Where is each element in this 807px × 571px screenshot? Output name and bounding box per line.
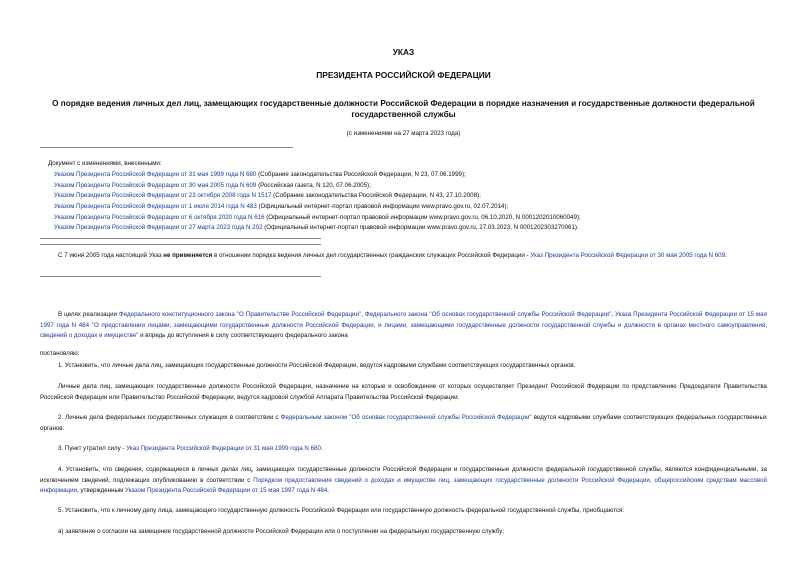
law-link[interactable]: Федеральным законом "Об основах государственной службы Российской Федерации" — [280, 414, 532, 421]
divider — [40, 147, 293, 148]
decree-link[interactable]: Указом Президента Российской Федерации от 15 мая 1997 года N 484 — [124, 487, 328, 495]
list-item — [54, 214, 581, 225]
changes-list — [54, 171, 581, 235]
paragraph-2 — [40, 413, 767, 434]
paragraph-text: ведутся кадровыми службами соответствующих федеральных государственных органов. — [40, 414, 768, 432]
note-emphasis: не применяется — [163, 252, 213, 259]
list-item — [54, 224, 581, 235]
paragraph-5: 5. Установить, что к личному делу лица, замещающего государственную должность Российской Федерации или государственную должность федеральной государственной службы, приобщаются: — [58, 507, 625, 514]
paragraph-text: 2. Личные дела федеральных государственных служащих в соответствии с — [58, 414, 281, 421]
amendment-source: (Российская газета, N 120, 07.06.2005); — [256, 181, 371, 189]
paragraph-text: , — [361, 311, 365, 318]
amendment-link[interactable]: Указом Президента Российской Федерации от 27 марта 2023 года N 202 — [54, 224, 263, 232]
law-link[interactable]: Федерального конституционного закона "О Правительстве Российской Федерации" — [119, 311, 362, 318]
amendment-source: (Официальный интернет-портал правовой информации www.pravo.gov.ru, 02.07.2014); — [256, 203, 509, 211]
preamble-paragraph — [40, 310, 767, 342]
amendment-link[interactable]: Указом Президента Российской Федерации от 23 октября 2008 года N 1517 — [54, 192, 272, 200]
procedure-link[interactable]: Порядком предоставления сведений о доходах и имуществе лиц, замещающих государственные должности Российской Федерации, общероссийским средствам массовой информации — [40, 476, 767, 495]
list-item — [54, 182, 581, 193]
list-item — [54, 171, 581, 182]
paragraph-5a: а) заявление о согласии на замещение государственной должности Российской Федерации или о поступлении на федеральную государственную службу; — [58, 528, 505, 535]
divider — [40, 276, 321, 277]
issuer-heading: ПРЕЗИДЕНТА РОССИЙСКОЙ ФЕДЕРАЦИИ — [316, 70, 491, 80]
paragraph-text: , — [611, 311, 616, 318]
changes-heading: Документ с изменениями, внесенными: — [48, 160, 162, 167]
divider — [40, 238, 321, 239]
paragraph-text: 3. Пункт утратил силу - — [58, 445, 127, 452]
paragraph-4 — [40, 465, 767, 497]
decree-word: постановляю: — [40, 350, 80, 357]
list-item — [54, 203, 581, 214]
paragraph-text: . — [320, 445, 323, 452]
amendment-link[interactable]: Указом Президента Российской Федерации от 6 октября 2020 года N 616 — [54, 213, 265, 221]
law-link[interactable]: Федерального закона "Об основах государственной службы Российской Федерации" — [364, 311, 612, 318]
paragraph-1-second: Личные дела лиц, замещающих государственные должности Российской Федерации, назначение на которые и освобождение от которых осуществляет Президент Российской Федерации по представлению Председателя Правительства Российской Федерации или Правительство Российской Федерации, ведутся кадровой службой Аппарата Правительства Российской Федерации. — [40, 383, 767, 401]
paragraph-text: 4. Установить, что сведения, содержащиеся в личных делах лиц, замещающих государственные должности Российской Федерации и государственные должности федеральной государственной службы, являются конфиденциальными, за исключением сведений, подлежащих опубликованию в соответствии с — [40, 466, 767, 484]
paragraph-text: , утвержденным — [77, 487, 125, 495]
note-text: С 7 июня 2005 года настоящий Указ — [58, 252, 164, 259]
decree-link[interactable]: Указа Президента Российской Федерации от 15 мая 1997 года N 484 "О представлении лицами, замещающими государственные должности Российской Федерации, и лицами, замещающими государственные должности государственной службы и должности в органах местного самоуправления, сведений о доходах и имуществе" — [40, 311, 767, 340]
amendment-source: (Официальный интернет-портал правовой информации www.pravo.gov.ru, 27.03.2023, N 0001202303270061). — [262, 224, 579, 232]
amendment-link[interactable]: Указом Президента Российской Федерации от 30 мая 2005 года N 609 — [54, 181, 257, 189]
amendment-source: (Официальный интернет-портал правовой информации www.pravo.gov.ru, 06.10.2020, N 0001202010060049); — [264, 213, 581, 221]
paragraph-3 — [40, 444, 767, 455]
note-text: в отношении порядка ведения личных дел государственных гражданских служащих Российской Федерации - — [212, 252, 531, 259]
note-text: . — [725, 252, 727, 259]
amendment-link[interactable]: Указом Президента Российской Федерации от 31 мая 1999 года N 680 — [54, 171, 257, 178]
note-link[interactable]: Указ Президента Российской Федерации от 30 мая 2005 года N 609 — [530, 252, 726, 259]
amendment-note: (с изменениями на 27 марта 2023 года) — [346, 130, 461, 137]
decree-link[interactable]: Указ Президента Российской Федерации от 31 мая 1999 года N 680 — [126, 445, 321, 452]
applicability-note — [40, 251, 767, 262]
list-item — [54, 192, 581, 203]
amendment-source: (Собрание законодательства Российской Федерации, N 43, 27.10.2008); — [271, 192, 481, 200]
amendment-source: (Собрание законодательства Российской Федерации, N 23, 07.06.1999); — [256, 171, 466, 178]
divider — [40, 244, 321, 245]
paragraph-1: 1. Установить, что личные дела лиц, замещающих государственные должности Российской Федерации, ведутся кадровыми службами соответствующих государственных органов. — [58, 362, 576, 369]
document-type-heading: УКАЗ — [392, 47, 415, 57]
paragraph-text: . — [327, 487, 330, 495]
paragraph-text: В целях реализации — [58, 311, 120, 318]
amendment-link[interactable]: Указом Президента Российской Федерации от 1 июля 2014 года N 483 — [54, 203, 257, 211]
paragraph-text: и впредь до вступления в силу соответствующего федерального закона — [138, 332, 348, 340]
document-subject-heading: О порядке ведения личных дел лиц, замещающих государственные должности Российской Федерации в порядке назначения и государственные должности федеральной государственной службы — [52, 99, 755, 119]
